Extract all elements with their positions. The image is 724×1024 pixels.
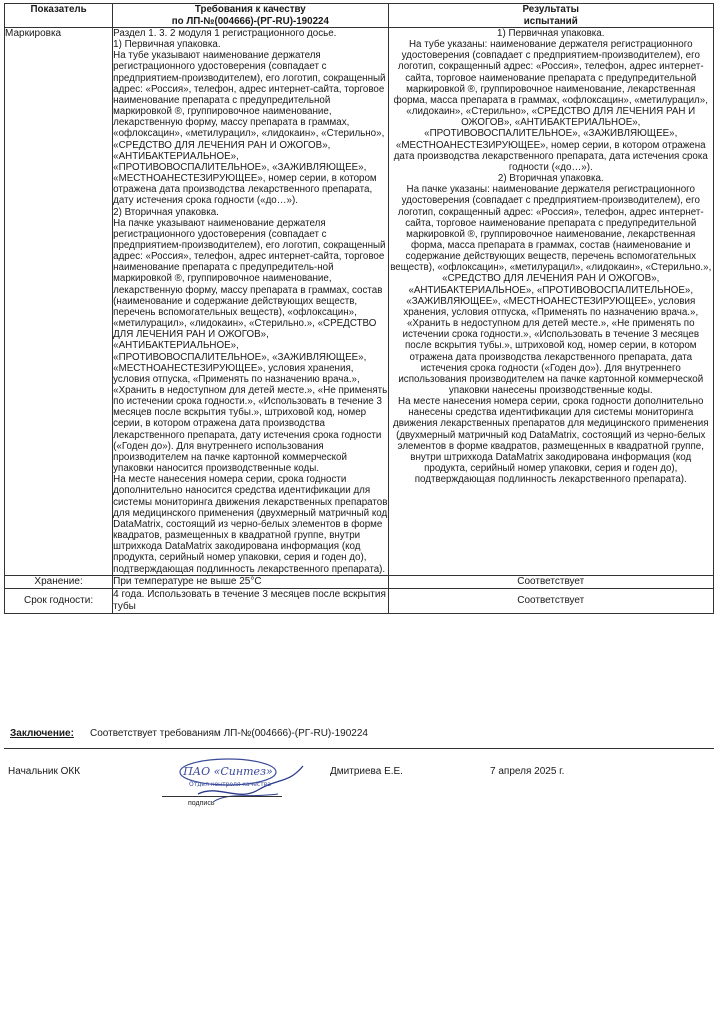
specification-table [4,3,714,614]
stamp-text: ПАО «Синтез» [183,765,273,778]
table-row-marking [5,28,714,576]
header-indicator: Показатель [5,4,113,28]
marking-res-paragraph: 1) Первичная упаковка. [497,28,605,39]
marking-req-paragraph: На тубе указывают наименование держателя регистрационного удостоверения (совпадает с предприятием-производителем), его логотип, сокращенный адрес: «Россия», телефон, адрес интернет-сайта, торговое наименование препарата с предупредительной маркировкой ®, группировочное наименование, лекарственную форму, массу препарата в граммах, «офлоксацин», «метилурацил», «лидокаин», «Стерильно», «СРЕДСТВО ДЛЯ ЛЕЧЕНИЯ РАН И ОЖОГОВ», «АНТИБАКТЕРИАЛЬНОЕ», «ПРОТИВОВОСПАЛИТЕЛЬНОЕ», «ЗАЖИВЛЯЮЩЕЕ», «МЕСТНОАНЕСТЕЗИРУЮЩЕЕ», номер серии, в котором отражена дата производства лекарственного препарата, дату истечения срока годности («до…»). [113,50,386,207]
header-requirements-line2: по ЛП-№(004666)-(РГ-RU)-190224 [171,15,329,27]
conclusion-label: Заключение: [10,728,74,739]
header-requirements-line1: Требования к качеству [194,4,306,15]
table-row-shelf-life [5,588,714,613]
marking-requirements [113,28,388,576]
marking-req-paragraph: На пачке указывают наименование держателя регистрационного удостоверения (совпадает с предприятием-производителем), его логотип, сокращенный адрес: «Россия», телефон, адрес интернет-сайта, торговое наименование препарата с предупредитель-ной маркировкой ®, группировочное наименование, лекарственную форму, массу препарата в граммах, состав (наименование и содержание действующих веществ, перечень вспомогательных веществ), «офлоксацин», «метилурацил», «лидокаин», «Стерильно.», «СРЕДСТВО ДЛЯ ЛЕЧЕНИЯ РАН И ОЖОГОВ», «АНТИБАКТЕРИАЛЬНОЕ», «ПРОТИВОВОСПАЛИТЕЛЬНОЕ», «ЗАЖИВЛЯЮЩЕЕ», «МЕСТНОАНЕСТЕЗИРУЮЩЕЕ», условия хранения, условия отпуска, «Применять по назначению врача.», «Хранить в недоступном для детей месте.», «Не применять по истечении срока годности.», «Использовать в течение 3 месяцев после вскрытия тубы.», штриховой код, номер серии, в котором отражена дата производства лекарственного препарата, дату истечения срока годности («Годен до»). Для внутреннего использования производителем на пачке картонной коммерческой упаковки наносится производственные коды. [113,217,388,475]
header-results-line1: Результаты [522,4,579,15]
marking-name: Маркировка [5,28,113,576]
marking-req-paragraph: На месте нанесения номера серии, срока годности дополнительно наносится средства идентификации для системы мониторинга движения лекарственных препаратов для медицинского применения (двухмерный матричный код DataMatrix, состоящий из черно-белых элементов в форме квадратов, размещенных в квадратной группе, внутри штрихкода DataMatrix закодирована информация (код продукта, серийный номер упаковки, серия и годен до), подтверждающая подлинность лекарственного препарата). [113,474,388,575]
stamp-subtext: Отдел контроля качества [189,781,271,788]
signer-name: Дмитриева Е.Е. [330,766,403,777]
marking-req-paragraph: Раздел 1. 3. 2 модуля 1 регистрационного досье. [113,28,337,39]
marking-res-paragraph: На тубе указаны: наименование держателя регистрационного удостоверения (совпадает с предприятием-производителем), его логотип, сокращенный адрес: «Россия», телефон, адрес интернет-сайта, торговое наименование препарата с предупредительной маркировкой ®, группировочное наименование, лекарственная форма, масса препарата в граммах, «офлоксацин», «метилурацил», «лидокаин», «Стерильно», «СРЕДСТВО ДЛЯ ЛЕЧЕНИЯ РАН И ОЖОГОВ», «АНТИБАКТЕРИАЛЬНОЕ», «ПРОТИВОВОСПАЛИТЕЛЬНОЕ», «ЗАЖИВЛЯЮЩЕЕ», «МЕСТНОАНЕСТЕЗИРУЮЩЕЕ», номер серии, в котором отражена дата производства лекарственного препарата, дата истечения срока годности («до…»). [393,39,708,173]
table-row-storage [5,575,714,588]
marking-res-paragraph: На месте нанесения номера серии, срока годности дополнительно нанесены средства идентификации для системы мониторинга движения лекарственных препаратов для медицинского применения (двухмерный матричный код DataMatrix, состоящий из черно-белых элементов в форме квадратов, размещенных в квадратной группе, внутри штрихкода DataMatrix закодирована информация (код продукта, серийный номер упаковки, серия и годен до), подтверждающая подлинность лекарственного препарата). [393,396,709,486]
marking-req-paragraph: 2) Вторичная упаковка. [113,206,219,218]
conclusion [4,720,714,749]
shelf-life-requirement: 4 года. Использовать в течение 3 месяцев после вскрытия тубы [113,588,388,613]
marking-results [388,28,713,576]
marking-res-paragraph: На пачке указаны: наименование держателя регистрационного удостоверения (совпадает с предприятием-производителем), его логотип, сокращенный адрес: «Россия», телефон, адрес интернет-сайта, торговое наименование препарата с предупредительной маркировкой ®, группировочное наименование, лекарственная форма, масса препарата в граммах, состав (наименование и содержание действующих веществ, перечень вспомогательных веществ), «офлоксацин», «метилурацил», «лидокаин», «Стерильно.», «СРЕДСТВО ДЛЯ ЛЕЧЕНИЯ РАН И ОЖОГОВ», «АНТИБАКТЕРИАЛЬНОЕ», «ПРОТИВОВОСПАЛИТЕЛЬНОЕ», «ЗАЖИВЛЯЮЩЕЕ», «МЕСТНОАНЕСТЕЗИРУЮЩЕЕ», условия хранения, условия отпуска, «Применять по назначению врача.», «Хранить в недоступном для детей месте.», «Не применять по истечении срока годности.», «Использовать в течение 3 месяцев после вскрытия тубы.», штриховой код, номер серии, в котором отражена дата производства лекарственного препарата, дата истечения срока годности («Годен до»). Для внутреннего использования производителем на пачке картонной коммерческой упаковки нанесены производственные коды. [390,184,712,396]
header-results [388,4,713,28]
signature-date: 7 апреля 2025 г. [490,766,565,777]
table-header-row [5,4,714,28]
storage-result: Соответствует [388,575,713,588]
shelf-life-name: Срок годности: [5,588,113,613]
conclusion-text: Соответствует требованиям ЛП-№(004666)-(РГ-RU)-190224 [90,728,368,739]
signer-position: Начальник ОКК [8,766,81,777]
signature-block [4,760,714,820]
shelf-life-result: Соответствует [388,588,713,613]
storage-requirement: При температуре не выше 25°С [113,575,388,588]
stamp-icon [158,754,318,812]
storage-name: Хранение: [5,575,113,588]
header-results-line2: испытаний [523,15,578,27]
marking-req-paragraph: 1) Первичная упаковка. [113,39,221,51]
header-requirements [113,4,388,28]
signature-caption: подпись [188,800,215,807]
signature-line [162,796,282,797]
marking-res-paragraph: 2) Вторичная упаковка. [497,173,604,185]
